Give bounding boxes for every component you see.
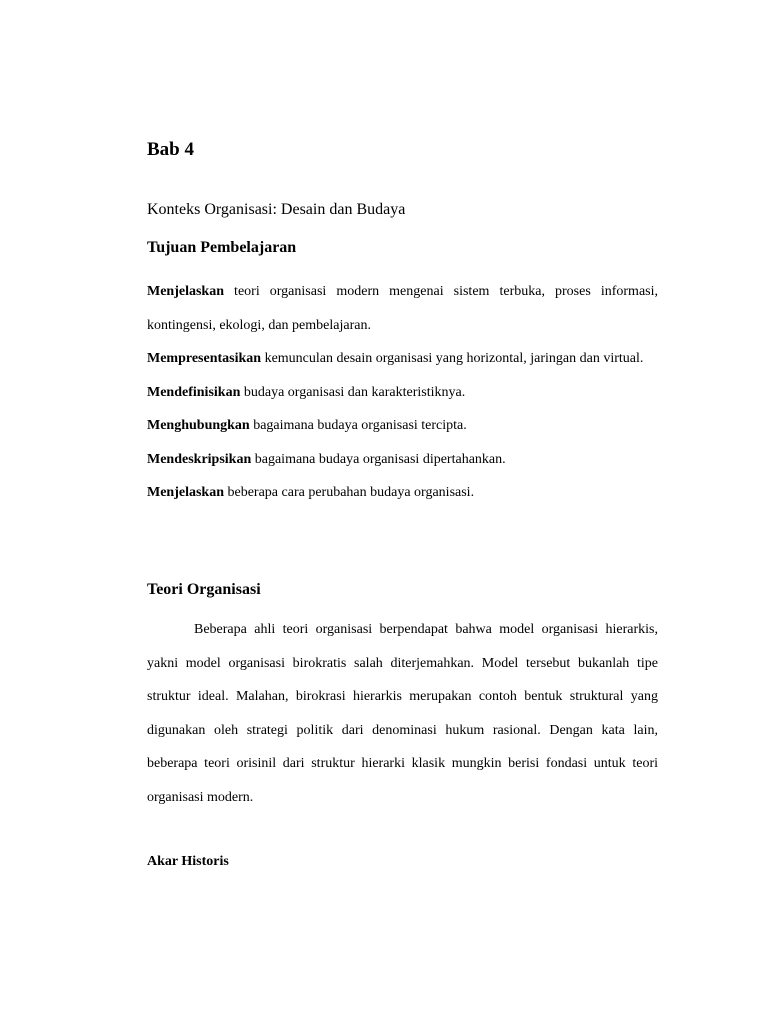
objectives-list [147, 275, 658, 510]
objective-item [147, 409, 658, 443]
objective-verb: Menjelaskan [147, 485, 224, 500]
document-page [147, 0, 658, 1024]
subsection-heading: Akar Historis [147, 854, 229, 869]
objective-item [147, 376, 658, 410]
chapter-title: Bab 4 [147, 139, 194, 160]
objective-verb: Mendefinisikan [147, 384, 241, 400]
section-heading: Teori Organisasi [147, 581, 261, 598]
objective-text: beberapa cara perubahan budaya organisasi. [224, 485, 475, 500]
objective-item [147, 476, 658, 510]
chapter-subtitle: Konteks Organisasi: Desain dan Budaya [147, 201, 406, 218]
objective-text: bagaimana budaya organisasi dipertahankan. [251, 451, 506, 467]
objective-text: teori organisasi modern mengenai sistem terbuka, proses informasi, kontingensi, ekologi, dan pembelajaran. [147, 284, 658, 333]
objective-text: bagaimana budaya organisasi tercipta. [249, 418, 467, 433]
objective-item [147, 342, 658, 376]
objective-verb: Menghubungkan [147, 418, 250, 433]
objective-text: budaya organisasi dan karakteristiknya. [240, 384, 466, 400]
section-paragraph: Beberapa ahli teori organisasi berpendapat bahwa model organisasi hierarkis, yakni model organisasi birokratis salah diterjemahkan. Model tersebut bukanlah tipe struktur ideal. Malahan, birokrasi hierarkis merupakan contoh bentuk struktural yang digunakan oleh strategi politik dari denominasi hukum rasional. Dengan kata lain, beberapa teori orisinil dari struktur hierarki klasik mungkin berisi fondasi untuk teori organisasi modern. [147, 622, 658, 805]
objective-item [147, 443, 658, 477]
objectives-heading: Tujuan Pembelajaran [147, 239, 297, 256]
objective-verb: Mempresentasikan [147, 351, 262, 366]
objective-verb: Mendeskripsikan [147, 451, 252, 467]
objective-item [147, 275, 658, 342]
objective-text: kemunculan desain organisasi yang horizontal, jaringan dan virtual. [261, 351, 644, 366]
objective-verb: Menjelaskan [147, 284, 224, 299]
